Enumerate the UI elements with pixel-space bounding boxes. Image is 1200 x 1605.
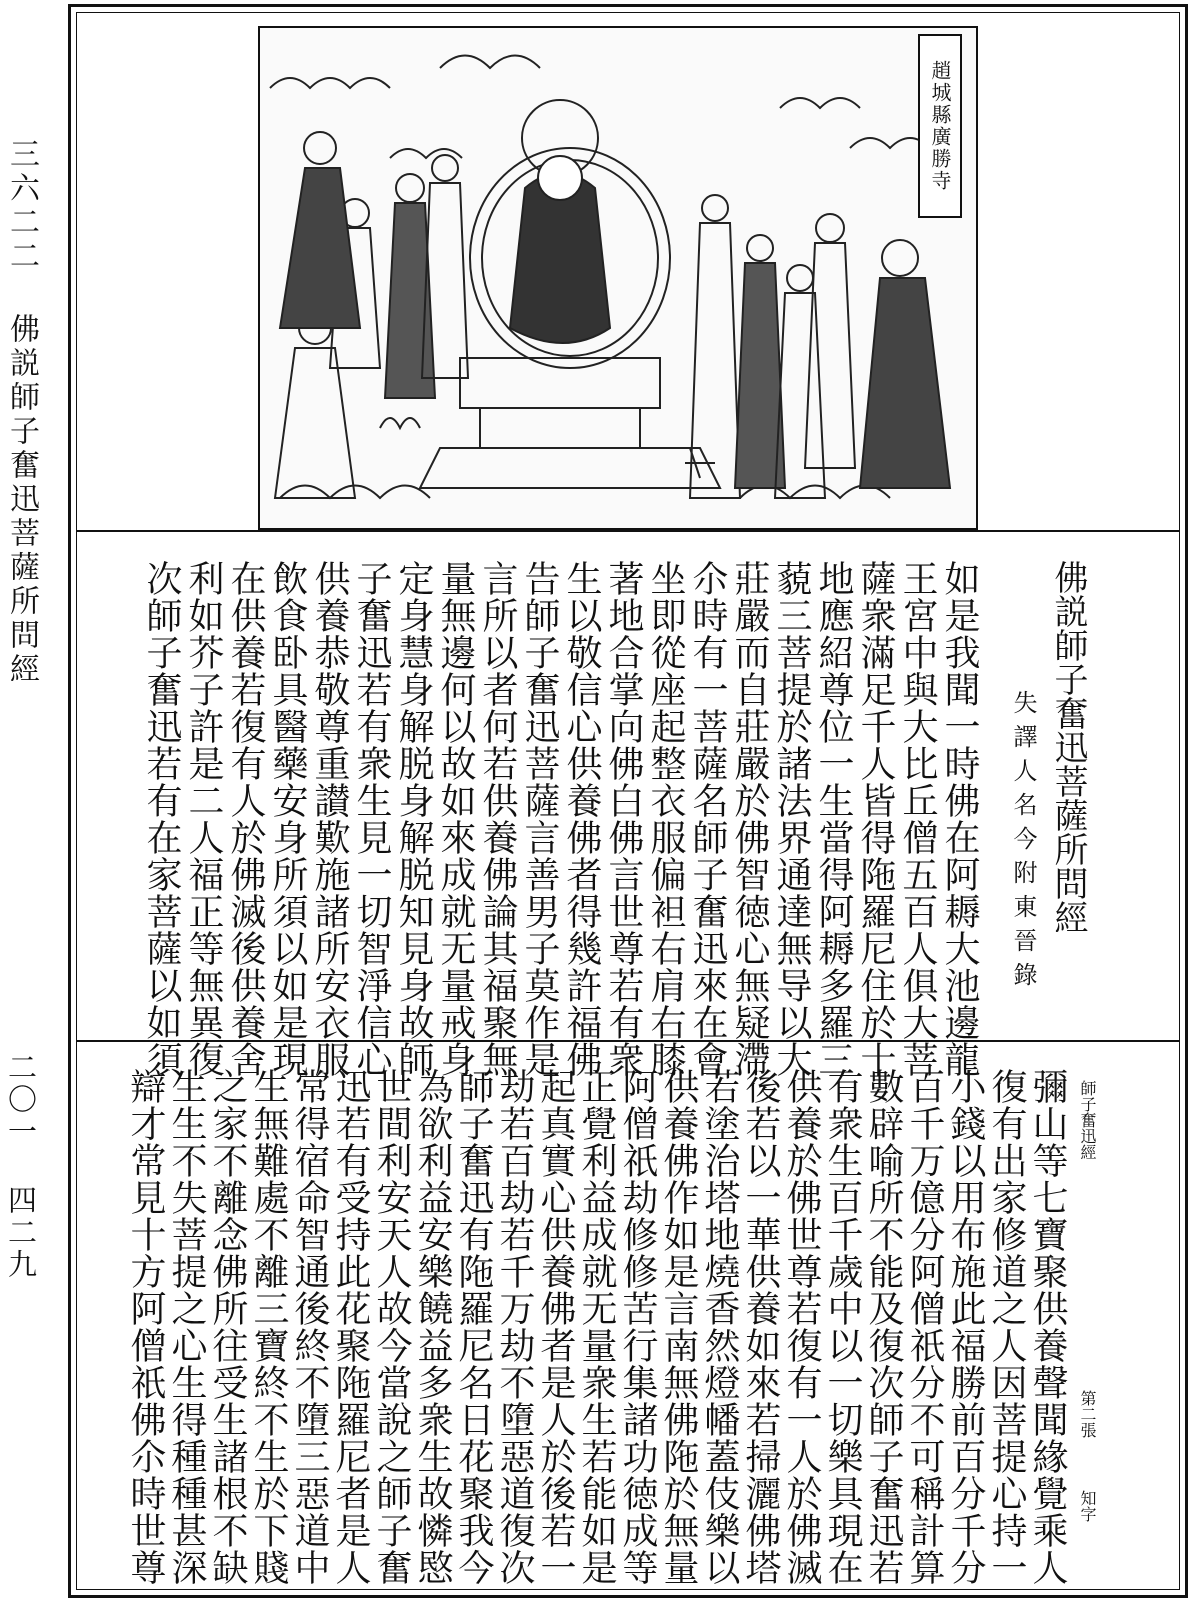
- text-line: 為欲利益安樂饒益多衆生故憐愍: [412, 1068, 453, 1586]
- text-line: 藐三菩提於諸法界通達無导以大: [771, 560, 812, 1078]
- woodblock-print-image: [260, 28, 976, 528]
- sutra-title: 佛説師子奮迅菩薩所問經: [1048, 560, 1088, 934]
- text-line: 告師子奮迅菩薩言善男子莫作是: [519, 560, 560, 1078]
- text-line: 小錢以用布施此福勝前百分千分: [945, 1068, 986, 1586]
- text-line: 定身慧身解脱身解脱知見身故師: [393, 560, 434, 1078]
- text-line: 地應紹尊位一生當得阿耨多羅三: [813, 560, 854, 1078]
- buddha-assembly-illustration: [258, 26, 978, 530]
- text-line: 若塗治塔地燒香然燈幡蓋伎樂以: [699, 1068, 740, 1586]
- text-line: 有衆生百千歲中以一切樂具現在: [822, 1068, 863, 1586]
- translator-line: 失譯人名今附東晉錄: [1009, 690, 1037, 996]
- text-line: 師子奮迅有陁羅尼名日花聚我今: [453, 1068, 494, 1586]
- text-line: 飲食卧具醫藥安身所須以如是現: [267, 560, 308, 1078]
- text-line: 量無邊何以故如來成就无量戒身: [435, 560, 476, 1078]
- text-line: 復有出家修道之人因菩提心持一: [986, 1068, 1027, 1586]
- text-line: 如是我聞一時佛在阿耨大池邊龍: [939, 560, 980, 1078]
- text-line: 子奮迅若有衆生見一切智淨信心: [351, 560, 392, 1078]
- text-line: 尒時有一菩薩名師子奮迅來在會: [687, 560, 728, 1078]
- text-line: 著地合掌向佛白佛言世尊若有衆: [603, 560, 644, 1078]
- page-tag-number: 第二張: [1078, 1390, 1097, 1438]
- text-line: 生以敬信心供養佛者得幾許福佛: [561, 560, 602, 1078]
- text-line: 後若以一華供養如來若掃灑佛塔: [740, 1068, 781, 1586]
- text-line: 供養佛作如是言南無佛陁於無量: [658, 1068, 699, 1586]
- page-tag-title: 師子奮迅經: [1078, 1080, 1097, 1160]
- text-line: 利如芥子許是二人福正等無異復: [183, 560, 224, 1078]
- section2-body: [118, 1068, 1068, 1586]
- text-line: 阿僧祇劫修修苦行集諸功徳成等: [617, 1068, 658, 1586]
- text-line: 正覺利益成就无量衆生若能如是: [576, 1068, 617, 1586]
- margin-title: 三六二二 佛説師子奮迅菩薩所問經: [4, 138, 39, 687]
- text-line: 生無難處不離三寶終不生於下賤: [248, 1068, 289, 1586]
- text-line: 百千万億分阿僧祇分不可稱計算: [904, 1068, 945, 1586]
- text-line: 劫若百劫若千万劫不墮惡道復次: [494, 1068, 535, 1586]
- text-line: 言所以者何若供養佛論其福聚無: [477, 560, 518, 1078]
- text-line: 坐即從座起整衣服偏袒右肩右膝: [645, 560, 686, 1078]
- text-line: 在供養若復有人於佛滅後供養舍: [225, 560, 266, 1078]
- text-line: 生生不失菩提之心生得種種甚深: [166, 1068, 207, 1586]
- text-line: 莊嚴而自莊嚴於佛智徳心無疑滯: [729, 560, 770, 1078]
- text-line: 供養於佛世尊若復有一人於佛滅: [781, 1068, 822, 1586]
- text-line: 起真實心供養佛者是人於後若一: [535, 1068, 576, 1586]
- text-line: 世間利安天人故今當說之師子奮: [371, 1068, 412, 1586]
- text-line: 數辟喻所不能及復次師子奮迅若: [863, 1068, 904, 1586]
- text-line: 彌山等七寶聚供養聲聞緣覺乘人: [1027, 1068, 1068, 1586]
- text-line: 次師子奮迅若有在家菩薩以如須: [141, 560, 182, 1078]
- page-tag-char: 知字: [1078, 1490, 1097, 1522]
- text-line: 王宮中與大比丘僧五百人俱大菩: [897, 560, 938, 1078]
- temple-caption: 趙城縣廣勝寺: [918, 34, 962, 218]
- section1-body: [141, 560, 980, 1078]
- margin-page-number: 二〇一 四二九: [4, 1052, 38, 1281]
- text-line: 迅若有受持此花聚陁羅尼者是人: [330, 1068, 371, 1586]
- text-line: 常得宿命智通後終不墮三惡道中: [289, 1068, 330, 1586]
- text-line: 供養恭敬尊重讃歎施諸所安衣服: [309, 560, 350, 1078]
- text-line: 辯才常見十方阿僧祇佛尒時世尊: [125, 1068, 166, 1586]
- text-line: 之家不離念佛所往受生諸根不缺: [207, 1068, 248, 1586]
- section-divider-1: [76, 530, 1180, 532]
- text-line: 薩衆滿足千人皆得陁羅尼住於十: [855, 560, 896, 1078]
